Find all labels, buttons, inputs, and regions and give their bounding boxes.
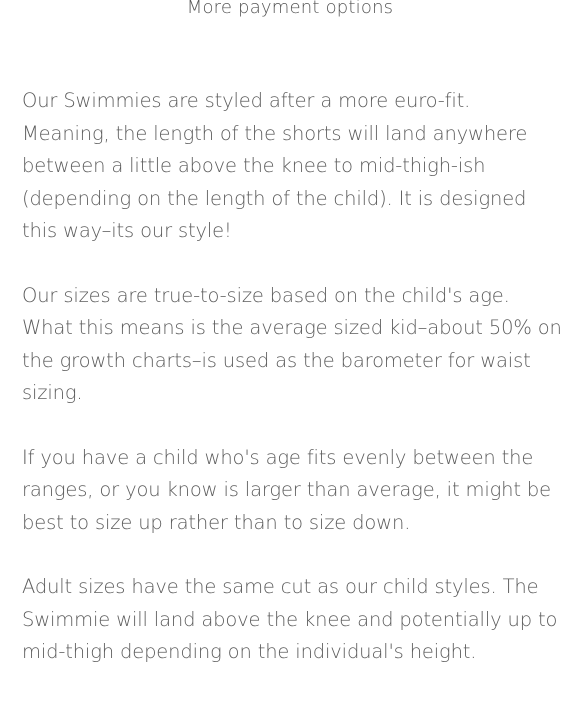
description-paragraph-adult-sizes: Adult sizes have the same cut as our child styles. The Swimmie will land above the knee and potentially up to mid-thigh depending on the individual's height.	[22, 575, 558, 663]
description-paragraph-sizing: Our sizes are true-to-size based on the child's age. What this means is the average sized kid–about 50% on the growth charts–is used as the barometer for waist sizing.	[22, 283, 562, 404]
more-payment-options-link[interactable]: More payment options	[186, 0, 394, 18]
description-paragraph-size-up: If you have a child who's age fits evenly between the ranges, or you know is larger than average, it might be best to size up rather than to size down.	[22, 445, 551, 534]
description-paragraph-fit: Our Swimmies are styled after a more euro-fit. Meaning, the length of the shorts will land anywhere between a little above the knee to mid-thigh-ish (depending on the length of the child). It is designed this way–its our style!	[22, 89, 528, 242]
product-description	[22, 85, 562, 701]
